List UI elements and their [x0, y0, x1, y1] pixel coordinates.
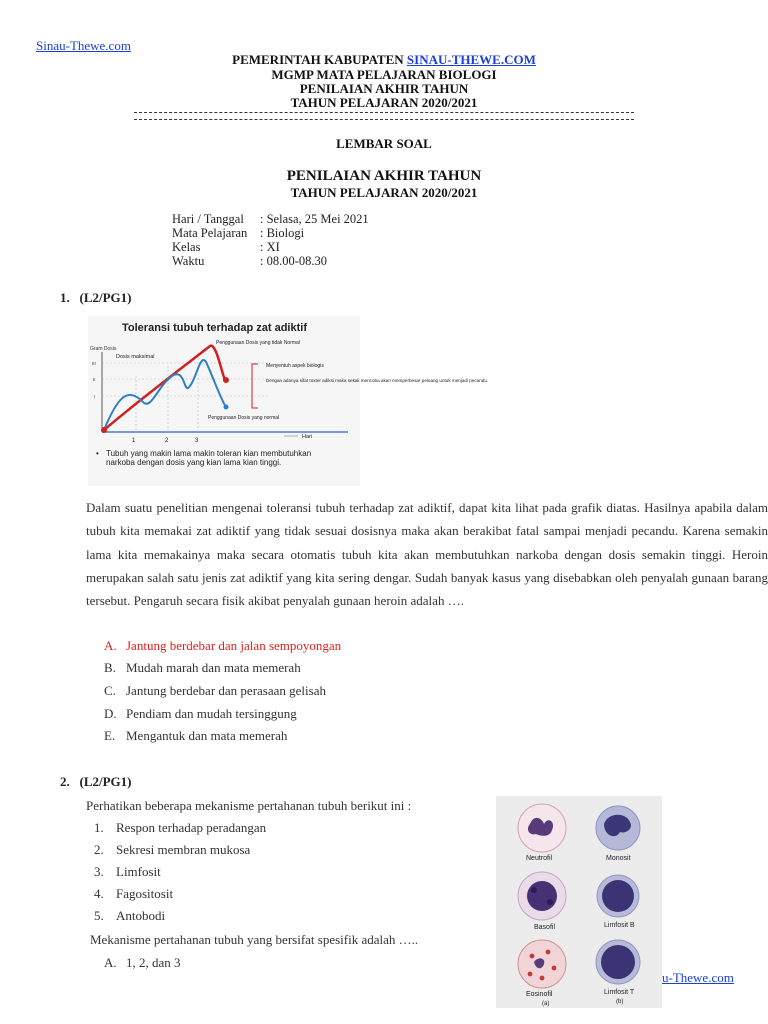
header-line-4: TAHUN PELAJARAN 2020/2021	[290, 95, 478, 110]
question-number: 1.	[60, 290, 70, 305]
question-2-intro: Perhatikan beberapa mekanisme pertahanan tubuh berikut ini :	[86, 798, 412, 813]
q1-option-a[interactable]	[104, 638, 341, 654]
graph-y-label: Gram Dosis	[90, 346, 117, 352]
question-1-text: Dalam suatu penelitian mengenai toleransi tubuh terhadap zat adiktif, dapat kita lihat pada grafik diatas. Hasilnya apabila dalam tubuh kita memakai zat adiktif yang tidak sesuai dosisnya maka akan berakibat fatal sampai menjadi pecandu. Karena semakin lama kita memakainya maka secara otomatis tubuh kita akan membutuhkan narkoba dengan dosis semakin tinggi. Heroin merupakan salah satu jenis zat adiktif yang kita sering dengar. Sudah banyak kasus yang disebabkan oleh penyalah gunaan barang tersebut. Pengaruh secara fisik akibat penyalah gunaan heroin adalah ….	[86, 500, 768, 609]
bullet-icon: •	[96, 449, 99, 458]
question-number: 2.	[60, 774, 70, 789]
info-row-date	[172, 213, 369, 226]
question-2-header	[60, 774, 132, 790]
basophil-granule	[531, 887, 537, 893]
header-line-1	[0, 52, 768, 67]
label-tag-b: (b)	[616, 999, 624, 1005]
q1-option-e[interactable]	[104, 728, 287, 744]
q2-item-2	[94, 842, 250, 858]
q1-option-c[interactable]	[104, 683, 326, 699]
label-neutrofil: Neutrofil	[526, 855, 553, 862]
curve-origin	[101, 427, 107, 433]
label-basofil: Basofil	[534, 924, 556, 931]
header-line-2: MGMP MATA PELAJARAN BIOLOGI	[271, 67, 497, 82]
eosinophil-granule	[546, 950, 551, 955]
info-label: Kelas	[172, 240, 201, 254]
option-text: Mengantuk dan mata memerah	[126, 728, 288, 743]
info-label: Hari / Tanggal	[172, 212, 244, 226]
item-text: Sekresi membran mukosa	[116, 842, 251, 857]
q1-option-d[interactable]	[104, 706, 297, 722]
option-letter: D.	[104, 706, 117, 721]
item-number: 1.	[94, 820, 104, 835]
q1-option-b[interactable]	[104, 660, 301, 676]
info-row-time	[172, 255, 327, 268]
q2-item-3	[94, 864, 161, 880]
q2-option-a[interactable]	[104, 955, 181, 971]
option-letter: C.	[104, 683, 116, 698]
option-text: Pendiam dan mudah tersinggung	[126, 706, 297, 721]
question-code: (L2/PG1)	[79, 774, 132, 789]
label-normal-dose: Penggunaan Dosis yang normal	[208, 415, 280, 421]
label-monosit: Monosit	[606, 855, 631, 862]
item-text: Fagositosit	[116, 886, 174, 901]
exam-title: PENILAIAN AKHIR TAHUN	[286, 168, 482, 184]
curve-abnormal-end	[223, 377, 229, 383]
header-prefix: PEMERINTAH KABUPATEN	[232, 52, 404, 67]
info-value: : 08.00-08.30	[260, 254, 328, 268]
watermark-link-top[interactable]: Sinau-Thewe.com	[36, 38, 131, 53]
x-axis-label: Hari	[302, 434, 313, 440]
label-limfosit-b: Limfosit B	[604, 922, 635, 929]
sheet-title: LEMBAR SOAL	[336, 136, 432, 151]
lymphocyte-t-nucleus	[601, 945, 635, 979]
option-letter: A.	[104, 955, 117, 970]
watermark-link-bottom[interactable]: u-Thewe.com	[662, 970, 734, 985]
question-2-prompt: Mekanisme pertahanan tubuh yang bersifat spesifik adalah …..	[90, 932, 419, 947]
y-tick-3: III	[92, 361, 96, 366]
info-value: : Biologi	[260, 226, 305, 240]
basophil-granule	[547, 899, 553, 905]
q2-item-1	[94, 820, 266, 836]
option-text: Jantung berdebar dan perasaan gelisah	[126, 683, 326, 698]
graph-note-text: Tubuh yang makin lama makin toleran kian membutuhkan narkoba dengan dosis yang kian lama kian tinggi.	[106, 449, 312, 467]
graph-note	[96, 449, 342, 467]
label-biological: Menyentuh aspek biologis	[266, 363, 324, 369]
item-text: Respon terhadap peradangan	[116, 820, 267, 835]
header-line-3: PENILAIAN AKHIR TAHUN	[299, 81, 469, 96]
header-link[interactable]: SINAU-THEWE.COM	[406, 52, 536, 67]
option-letter: B.	[104, 660, 116, 675]
question-code: (L2/PG1)	[79, 290, 132, 305]
item-number: 2.	[94, 842, 104, 857]
q2-item-5	[94, 908, 165, 924]
y-tick-1: I	[94, 394, 96, 399]
curve-normal-end	[224, 405, 229, 410]
info-label: Waktu	[172, 254, 205, 268]
eosinophil-granule	[540, 976, 545, 981]
x-tick-2: 2	[165, 438, 169, 444]
x-tick-1: 1	[132, 438, 136, 444]
graph-title: Toleransi tubuh terhadap zat adiktif	[122, 322, 307, 334]
question-1-header	[60, 290, 132, 306]
item-text: Antobodi	[116, 908, 166, 923]
info-label: Mata Pelajaran	[172, 226, 248, 240]
option-text: Mudah marah dan mata memerah	[126, 660, 301, 675]
eosinophil-granule	[552, 966, 557, 971]
info-value: : Selasa, 25 Mei 2021	[260, 212, 369, 226]
info-row-subject	[172, 227, 304, 240]
lymphocyte-b-nucleus	[602, 880, 634, 912]
label-max-dose: Dosis maksimal	[116, 354, 155, 360]
x-tick-3: 3	[195, 438, 199, 444]
q2-item-4	[94, 886, 173, 902]
item-text: Limfosit	[116, 864, 161, 879]
header-separator	[134, 112, 634, 120]
label-tag-a: (a)	[542, 1001, 550, 1007]
basophil-granules	[527, 881, 557, 911]
label-limfosit-t: Limfosit T	[604, 989, 635, 996]
option-text: 1, 2, dan 3	[126, 955, 181, 970]
label-abnormal-dose: Penggunaan Dosis yang tidak Normal	[216, 340, 300, 346]
label-addiction: Dengan adanya sifat toxter adiksi maka sekali mencoba akan memperbesar peluang untuk menjadi pecandu.	[266, 378, 489, 383]
info-row-class	[172, 241, 280, 254]
option-text: Jantung berdebar dan jalan sempoyongan	[126, 638, 342, 653]
item-number: 5.	[94, 908, 104, 923]
item-number: 3.	[94, 864, 104, 879]
label-eosinofil: Eosinofil	[526, 991, 553, 998]
exam-subtitle: TAHUN PELAJARAN 2020/2021	[290, 185, 478, 200]
option-letter: A.	[104, 638, 117, 653]
item-number: 4.	[94, 886, 104, 901]
blood-cells-figure	[496, 796, 662, 1008]
eosinophil-granule	[530, 954, 535, 959]
y-tick-2: II	[93, 377, 96, 382]
option-letter: E.	[104, 728, 116, 743]
info-value: : XI	[260, 240, 280, 254]
eosinophil-granule	[528, 972, 533, 977]
